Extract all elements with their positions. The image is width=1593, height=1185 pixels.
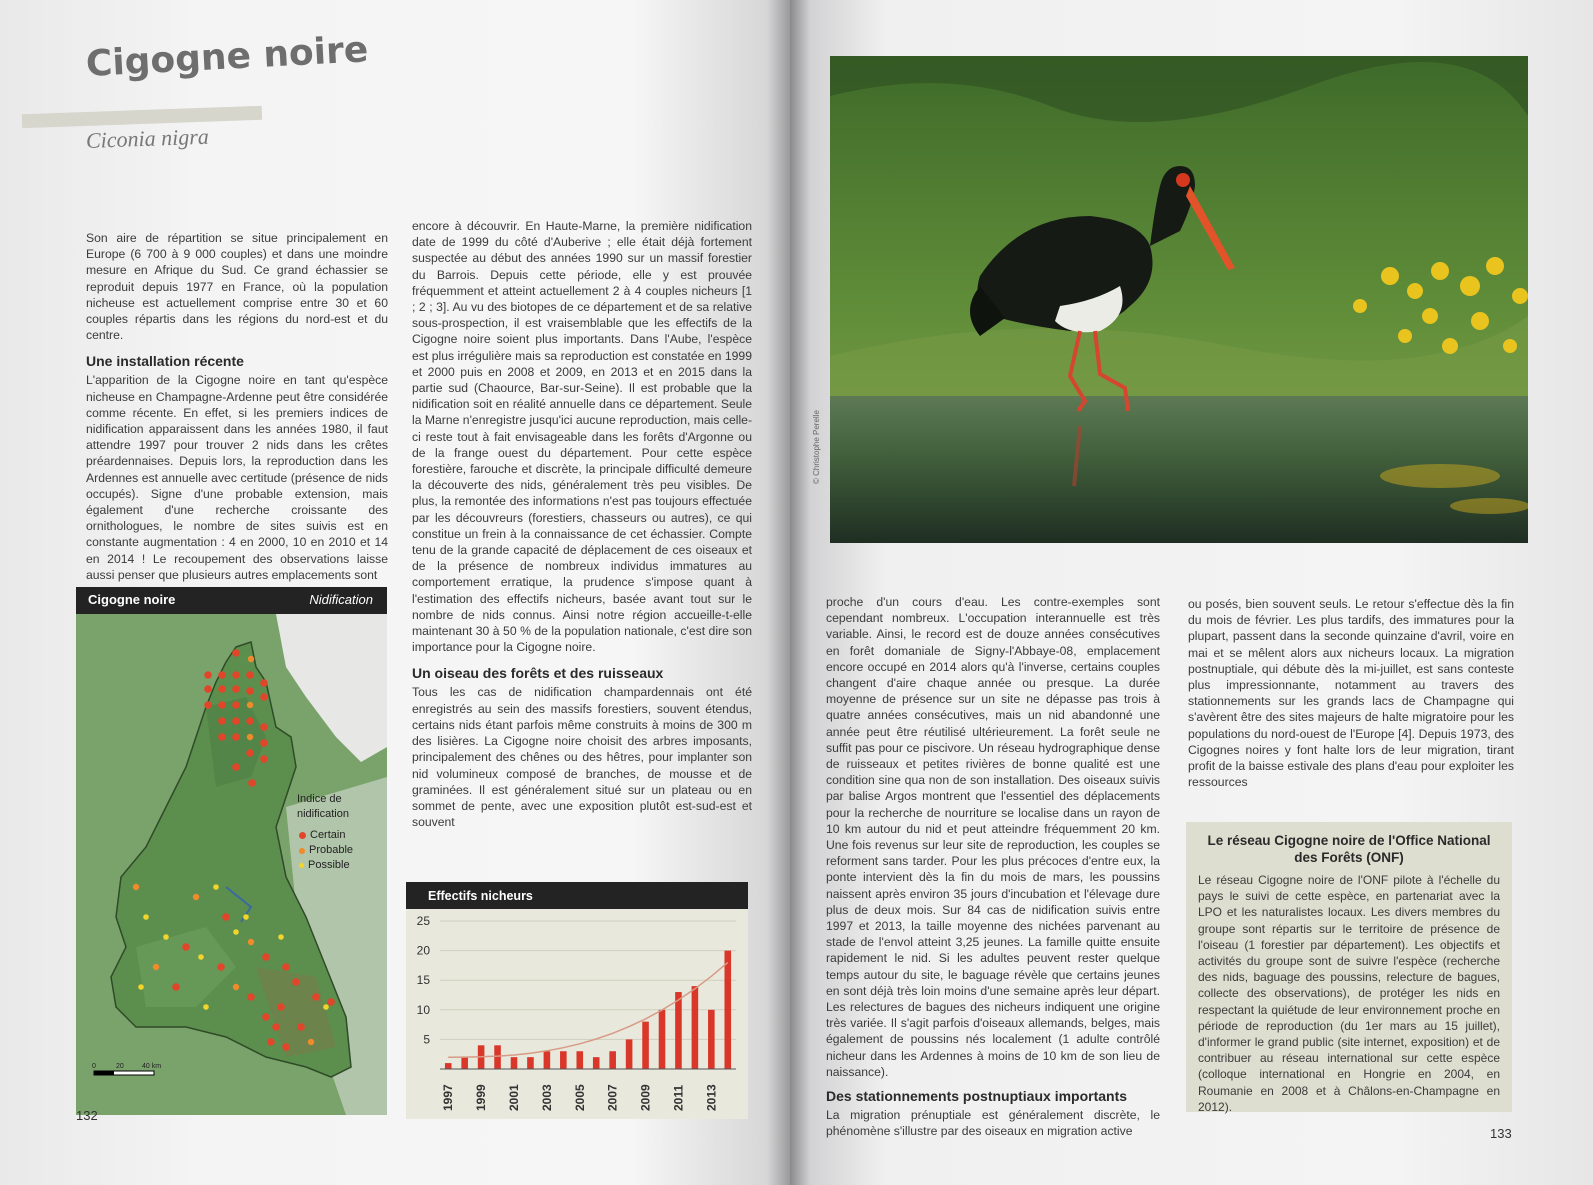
chart-bar [511,1057,518,1069]
onf-box-title: Le réseau Cigogne noire de l'Office National des Forêts (ONF) [1207,833,1491,865]
section-heading-forets: Un oiseau des forêts et des ruisseaux [412,665,664,682]
nest-site-dot [218,733,226,741]
certain-dot-icon [299,832,306,839]
chart-bar [626,1039,633,1069]
nest-site-dot [282,1043,290,1051]
nest-site-dot [248,656,254,662]
onf-box-text: Le réseau Cigogne noire de l'ONF pilote à l'échelle du pays le suivi de cette espèce, en partenariat avec la LPO et les naturalistes locaux. Les divers membres du groupe sont répartis sur le territoire de présence de l'oiseau (1 forestier par département). Les objectifs et activités du groupe sont de suivre l'espèce (recherche des nids, baguage des poussins, relecture de bagues, collecte des observations), de protéger les nids en respectant la quiétude de leur environnement proche en période de reproduction (du 1er mars au 15 juillet), d'informer le grand public (site internet, exposition) et de contribuer au réseau international sur cette espèce (colloque international en Hongrie en 2004, en Roumanie en 2008 et à Châlons-en-Champagne en 2012). [1198,873,1500,1114]
nest-site-dot [260,755,268,763]
nest-site-dot [260,723,268,731]
map-header [76,587,387,614]
nest-site-dot [247,734,253,740]
chart-bar [461,1057,468,1069]
page-number-right: 133 [1490,1126,1512,1141]
scale-40: 40 km [142,1063,162,1070]
nest-site-dot [204,685,212,693]
retour-paragraph: ou posés, bien souvent seuls. Le retour s'effectue dès la fin du mois de février. Les plus tardifs, des immatures pour la plupart, passent dans la seconde quinzaine d'avril, voire en mai et se mêlent alors aux nicheurs locaux. La migration postnuptiale, qui débute dès la mi-juillet, est sans conteste plus impressionnante, notamment au travers des stationnements sur les grands lacs de Champagne qui s'avèrent être des sites majeurs de halte migratoire pour les populations du nord-ouest de l'Europe [4]. Depuis 1973, des Cigognes noires y font halte lors de leur migration, tirant profit de la baisse estivale des plans d'eau pour exploiter les ressources [1188,597,1514,790]
chart-title: Effectifs nicheurs [428,889,533,903]
nest-site-dot [312,993,320,1001]
possible-dot-icon [299,863,304,868]
nest-site-dot [218,701,226,709]
chart-bar [445,1063,452,1069]
black-stork-photo [830,56,1528,543]
chart-bar [708,1010,715,1069]
nest-site-dot [248,779,256,787]
nest-site-dot [247,993,255,1001]
left-page [0,0,790,1185]
nest-site-dot [246,717,254,725]
chart-bar [494,1045,501,1069]
nest-site-dot [232,649,240,657]
nest-site-dot [260,693,268,701]
left-column-1 [86,230,388,583]
y-tick-label: 10 [416,1002,430,1017]
section-heading-installation: Une installation récente [86,353,244,370]
nest-site-dot [218,685,226,693]
x-tick-label: 1999 [474,1084,489,1111]
nest-site-dot [260,679,268,687]
map-legend [297,792,367,873]
nest-site-dot [278,934,284,940]
stork-image [830,56,1528,543]
chart-bar [675,992,682,1069]
effectifs-chart [406,882,748,1119]
nest-site-dot [203,1004,209,1010]
nest-site-dot [217,963,225,971]
nest-site-dot [232,763,240,771]
legend-item-certain: Certain [299,828,367,843]
map-species-label: Cigogne noire [88,592,176,607]
nidification-map [76,587,387,1115]
title-underline [22,106,262,128]
nest-site-dot [327,998,335,1006]
nest-site-dot [182,943,190,951]
nest-site-dot [232,671,240,679]
chart-plot [406,909,748,1119]
x-tick-label: 2005 [572,1084,587,1111]
page-number-left: 132 [76,1108,98,1123]
chart-bar [724,951,731,1069]
chart-bar [544,1051,551,1069]
x-tick-label: 1997 [441,1084,456,1111]
nest-site-dot [222,913,230,921]
photo-credit: © Christophe Perelle [812,410,821,484]
nest-site-dot [246,749,254,757]
onf-info-box [1186,822,1512,1112]
nest-site-dot [277,1003,285,1011]
scale-20: 20 [116,1063,124,1070]
x-tick-label: 2001 [507,1084,521,1111]
nest-site-dot [272,1023,280,1031]
installation-paragraph: L'apparition de la Cigogne noire en tant qu'espèce nicheuse en Champagne-Ardenne peut être considérée comme récente. En effet, si les premiers indices de nidification apparaissent dans les années 1980, il faut attendre 1997 pour trouver 2 nids dans les crêtes préardennaises. Depuis lors, la reproduction dans les Ardennes est annuelle avec certitude (présence de nids occupés). Signe d'une probable extension, mais également d'une recherche croissante des ornithologues, le nombre de sites suivis est en constante augmentation : 4 en 2000, 10 en 2010 et 14 en 2014 ! Le recoupement des observations laisse aussi penser que plusieurs autres emplacements sont [86,373,388,582]
y-tick-label: 5 [423,1032,430,1047]
x-tick-label: 2003 [539,1084,554,1111]
probable-dot-icon [299,848,305,854]
nest-site-dot [246,671,254,679]
chart-bar [576,1051,583,1069]
scale-0: 0 [92,1063,96,1070]
legend-title: Indice de nidification [297,793,349,820]
nest-site-dot [246,687,254,695]
nest-site-dot [297,1023,305,1031]
intro-paragraph: Son aire de répartition se situe principalement en Europe (6 700 à 9 000 couples) et dans une moindre mesure en Afrique du Sud. Ce grand échassier se reproduit depuis 1977 en France, où la population nicheuse est actuellement comprise entre 30 et 60 couples répartis dans les régions du nord-est et du centre. [86,231,388,343]
nest-site-dot [143,914,149,920]
chart-bar [692,986,699,1069]
chart-bar [659,1010,666,1069]
haute-marne-paragraph: encore à découvrir. En Haute-Marne, la première nidification date de 1999 du côté d'Auberive ; elle était déjà fortement suspectée au début des années 1990 sur un massif forestier du Barrois. Depuis cette période, elle y est prouvée fréquemment et atteint actuellement 2 à 4 couples nicheurs [1 ; 2 ; 3]. Au vu des biotopes de ce département et de sa relative sous-prospection, il est vraisemblable que les effectifs de la Cigogne noire soient plus importants. Dans l'Aube, l'espèce est plus irrégulière mais sa reproduction est constatée en 1999 et 2000 puis en 2008 et 2009, en 2013 et en 2015 dans la partie sud (Chaource, Bar-sur-Seine). Il est probable que la nidification soit en réalité annuelle dans ce département. Seule la Marne n'enregistre jusqu'ici aucune reproduction, mais celle-ci reste tout à fait envisageable dans les forêts d'Argonne ou de la frange ouest du département. Pour cette espèce forestière, farouche et discrète, la principale difficulté demeure la découverte des nids, généralement très peu visibles. De plus, la remontée des informations n'est pas toujours effectuée par les découvreurs (forestiers, chasseurs ou autres), ce qui constitue un frein à la connaissance de cet échassier. Compte tenu de la grande capacité de déplacement de ces oiseaux et de la présence de nombreux individus immatures au comportement erratique, la prudence s'impose quant à l'estimation des effectifs nicheurs, basée avant tout sur le nombre de nids connus. Ainsi notre région accueille-t-elle maintenant 30 à 50 % de la population nationale, c'est dire son importance pour la Cigogne noire. [412,219,752,655]
nest-site-dot [232,685,240,693]
occupation-paragraph: proche d'un cours d'eau. Les contre-exemples sont cependant nombreux. L'occupation interannuelle est très variable. Ainsi, le record est de douze années consécutives en forêt domaniale de Signy-l'Abbaye-08, emplacement encore occupé en 2014 alors qu'à l'inverse, certains couples changent d'aire chaque année ou presque. La durée moyenne de présence sur un site ne dépasse pas trois à quatre années consécutives, mais un nid abandonné une année peut être réutilisé ultérieurement. La forêt seule ne suffit pas pour ce piscivore. Un réseau hydrographique dense de ruisseaux et petites rivières de bonne qualité est une condition sine qua non de son installation. Des oiseaux suivis par balise Argos montrent que l'essentiel des déplacements pour la recherche de nourriture se localise dans un rayon de 10 km autour du nid et peut atteindre fréquemment 20 km. Une fois revenus sur leur site de reproduction, les couples se reforment sans tarder. Pour les plus précoces d'entre eux, la ponte intervient dès la fin du mois de mars, les poussins naissent après environ 35 jours d'incubation et l'élevage dure plus de deux mois. Sur 84 cas de nidification suivis entre 1997 et 2013, la taille moyenne des nichées parvenant au stade de l'envol atteint 3,25 jeunes. La famille quitte ensuite rapidement le nid. Si les adultes peuvent rester quelque temps autour du site, le baguage révèle que certains jeunes en sont déjà très loin moins d'une semaine après leur départ. Les relectures de bagues des nicheurs indiquent une origine très variée. Il s'agit parfois d'oiseaux allemands, belges, mais également de poussins nés localement (1 adulte contrôlé nicheur dans les Ardennes à moins de 10 km de son lieu de naissance). [826,595,1160,1079]
nest-site-dot [204,671,212,679]
x-tick-label: 2011 [671,1084,686,1111]
nest-site-dot [308,1039,314,1045]
nest-site-dot [267,1038,275,1046]
y-tick-label: 25 [416,914,430,928]
map-type-label: Nidification [309,592,373,607]
chart-bar [642,1022,649,1069]
nest-site-dot [218,717,226,725]
nest-site-dot [133,884,139,890]
x-tick-label: 2009 [638,1084,653,1111]
section-heading-stationnements: Des stationnements postnuptiaux importants [826,1088,1128,1105]
latin-name: Ciconia nigra [85,123,210,153]
nest-site-dot [193,894,199,900]
y-tick-label: 20 [416,943,430,958]
nest-site-dot [262,1013,270,1021]
nest-site-dot [138,984,144,990]
nest-site-dot [323,1004,329,1010]
nest-site-dot [233,984,239,990]
chart-bar [609,1051,616,1069]
x-tick-label: 2007 [605,1084,620,1111]
nest-site-dot [153,964,159,970]
legend-item-probable: Probable [299,843,367,858]
nest-site-dot [218,671,226,679]
nest-site-dot [204,701,212,709]
nest-site-dot [243,914,249,920]
right-column-2 [1188,596,1514,790]
y-tick-label: 15 [416,973,430,988]
right-column-1 [826,594,1160,1140]
nest-site-dot [198,954,204,960]
nest-site-dot [232,701,240,709]
nest-site-dot [233,929,239,935]
x-tick-label: 2013 [704,1084,719,1111]
nest-site-dot [248,939,254,945]
chart-bar [593,1057,600,1069]
nest-site-dot [213,884,219,890]
nest-site-dot [292,978,300,986]
chart-header [406,882,748,909]
nest-site-dot [282,963,290,971]
nest-site-dot [163,934,169,940]
migration-paragraph: La migration prénuptiale est généralement discrète, le phénomène s'illustre par des oiseaux en migration active [826,1108,1160,1139]
nest-site-dot [262,953,270,961]
nest-site-dot [172,983,180,991]
chart-bar [560,1051,567,1069]
left-column-2 [412,218,752,830]
chart-bar [527,1057,534,1069]
nest-site-dot [232,717,240,725]
nest-site-dot [247,702,253,708]
page-title: Cigogne noire [84,29,370,85]
nest-site-dot [232,733,240,741]
legend-item-possible: Possible [299,858,367,873]
forets-paragraph: Tous les cas de nidification champardennais ont été enregistrés au sein des massifs forestiers, souvent étendus, certains nids étant parfois même construits à moins de 300 m des lisières. La Cigogne noire choisit des arbres imposants, principalement des chênes ou des hêtres, pour implanter son nid volumineux composé de branches, de mousse et de graminées. Il est généralement situé sur un plateau ou en sommet de pente, avec une exposition plutôt est-sud-est et souvent [412,685,752,830]
nest-site-dot [260,739,268,747]
